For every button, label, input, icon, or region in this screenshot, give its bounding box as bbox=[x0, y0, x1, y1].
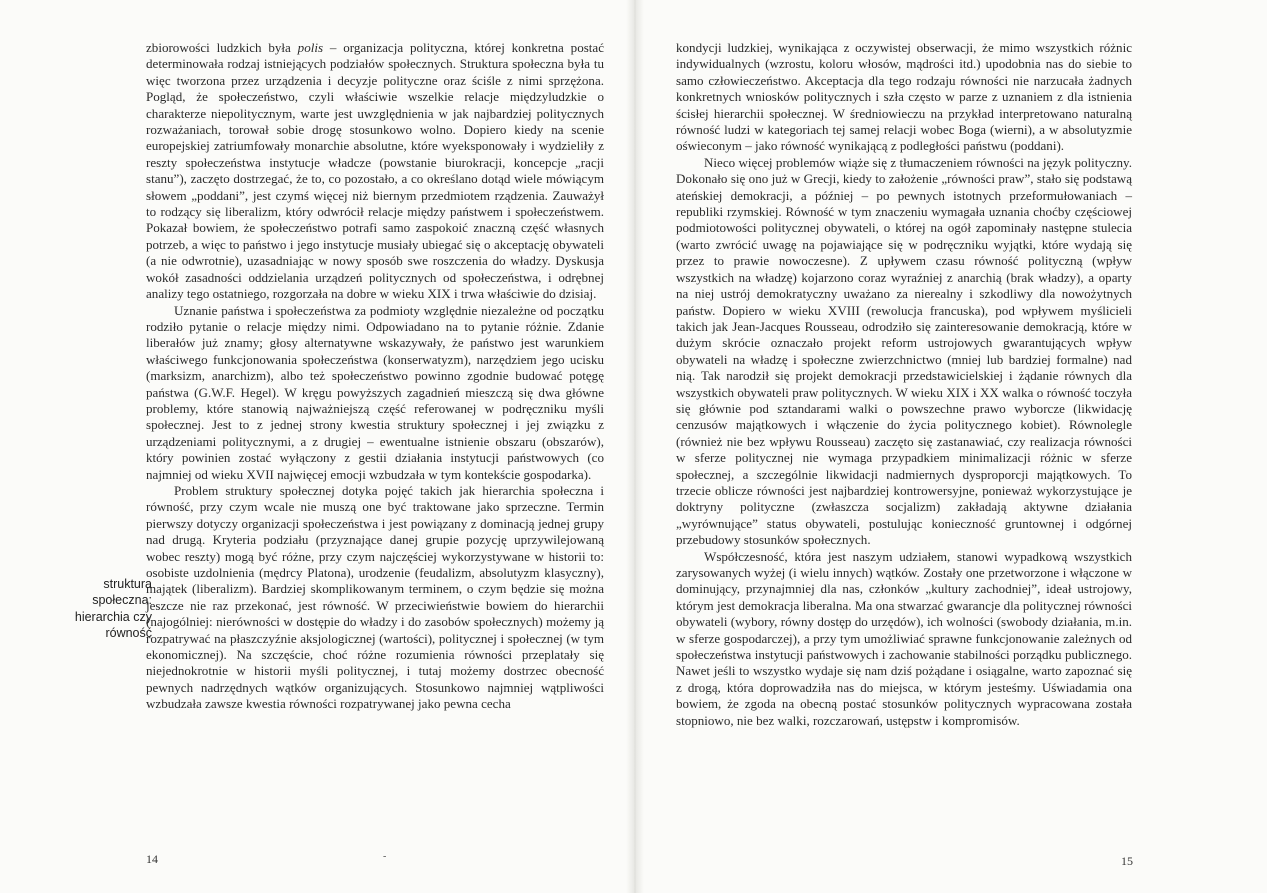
footer-mark: - bbox=[383, 851, 387, 862]
margin-note bbox=[56, 576, 152, 642]
left-paragraph-2: Uznanie państwa i społeczeństwa za podmioty względnie niezależne od początku rodziło pytanie o relacje między nimi. Odpowiadano na to pytanie różnie. Zdanie liberałów już znamy; głosy alternatywne wskazywały, że państwo jest warunkiem właściwego funkcjonowania społeczeństwa (konserwatyzm), narzędziem jego ucisku (marksizm, anarchizm), albo też społeczeństwo powinno zgodnie budować potęgę państwa (G.W.F. Hegel). W kręgu powyższych zagadnień mieszczą się dwa główne problemy, które stanowią najważniejszą część referowanej w podręczniku myśli społecznej. Jest to z jednej strony kwestia struktury społecznej i jej związku z urządzeniami politycznymi, a z drugiej – ewentualne istnienie obszaru (obszarów), który powinien zostać wyłączony z gestii działania instytucji państwowych (co najmniej od wieku XVII najwięcej emocji wzbudzała w tym kontekście gospodarka). bbox=[146, 302, 604, 482]
right-paragraph-1: kondycji ludzkiej, wynikająca z oczywistej obserwacji, że mimo wszystkich różnic indywidualnych (wzrostu, koloru włosów, mądrości itd.) upodobnia nas do siebie to samo człowieczeństwo. Akceptacja dla tego rodzaju równości nie narzucała żadnych konkretnych wniosków politycznych i szła często w parze z uznaniem z dla istnienia ścisłej hierarchii społecznej. W średniowieczu na przykład interpretowano naturalną równość ludzi w kategoriach tej samej relacji wobec Boga (wierni), a w absolutyzmie oświeconym – jako równość wynikającą z podległości państwu (poddani). bbox=[676, 40, 1132, 154]
margin-note-line-1: struktura bbox=[103, 577, 152, 591]
page-number-right: 15 bbox=[1121, 854, 1133, 868]
polis-term: polis bbox=[297, 40, 324, 55]
left-paragraph-1-start: zbiorowości ludzkich była bbox=[146, 40, 298, 55]
left-page-text bbox=[146, 40, 604, 713]
page-number-left: 14 bbox=[146, 852, 158, 866]
left-paragraph-3: Problem struktury społecznej dotyka pojęć takich jak hierarchia społeczna i równość, przy czym wcale nie muszą one być traktowane jako sprzeczne. Termin pierwszy dotyczy organizacji społeczeństwa i jest powiązany z dominacją jednej grupy nad drugą. Kryteria podziału (przyznające danej grupie pozycję uprzywilejowaną wobec reszty) mogą być różne, przy czym najczęściej wykorzystywane w historii to: osobiste uzdolnienia (mędrcy Platona), urodzenie (feudalizm, absolutyzm klasyczny), majątek (liberalizm). Bardziej skomplikowanym terminem, o czym będzie się można jeszcze nie raz przekonać, jest równość. W przeciwieństwie bowiem do hierarchii (najogólniej: nierówności w dostępie do władzy i do zasobów społecznych) możemy ją rozpatrywać na płaszczyźnie aksjologicznej (wartości), politycznej i społecznej (w tym ekonomicznej). Na szczęście, choć różne rozumienia równości przeplatały się niejednokrotnie w historii myśli politycznej, i tutaj możemy dostrzec obecność pewnych nadrzędnych wątków organizujących. Stosunkowo najmniej wątpliwości wzbudzała zawsze kwestia równości rozpatrywanej jako pewna cecha bbox=[146, 482, 604, 712]
right-paragraph-2: Nieco więcej problemów wiąże się z tłumaczeniem równości na język polityczny. Dokonało się ono już w Grecji, kiedy to założenie „równości praw”, stało się podstawą ateńskiej demokracji, a później – po pewnych istotnych przeformułowaniach – republiki rzymskiej. Równość w tym znaczeniu wymagała uznania choćby częściowej podmiotowości politycznej obywateli, o której na ogół zapominały następne stulecia (warto zwrócić uwagę na pojawiające się w podręczniku wyjątki, które wydają się przez to prawie nowoczesne). Z upływem czasu równość polityczną (wpływ wszystkich na władzę) kojarzono coraz wyraźniej z anarchią (brak władzy), a oparty na niej ustrój demokratyczny uważano za nierealny i szkodliwy dla nowożytnych państw. Dopiero w wieku XVIII (rewolucja francuska), pod wpływem myślicieli takich jak Jean-Jacques Rousseau, odrodziło się zainteresowanie demokracją, które w dużym skrócie oznaczało projekt reform ustrojowych gwarantujących wpływ obywateli na władzę i społeczne zwierzchnictwo (mniej lub bardziej formalne) nad nią. Tak narodził się projekt demokracji przedstawicielskiej i żądanie równych dla wszystkich obywateli praw politycznych. W wieku XIX i XX walka o równość toczyła się głównie pod sztandarami walki o powszechne prawo wyborcze (likwidację cenzusów majątkowych i włączenie do życia politycznego kobiet). Równolegle (również nie bez wpływu Rousseau) zaczęto się zastanawiać, czy realizacja równości w sferze politycznej nie wymaga przypadkiem minimalizacji różnic w sferze społecznej, a szczególnie likwidacji nadmiernych dysproporcji majątkowych. To trzecie oblicze równości jest najbardziej kontrowersyjne, ponieważ wykorzystujące je doktryny polityczne (zwłaszcza socjalizm) zakładają aktywne działania „wyrównujące” status obywateli, postulując konieczność gruntownej i odgórnej przebudowy stosunków społecznych. bbox=[676, 154, 1132, 548]
right-paragraph-3: Współczesność, która jest naszym udziałem, stanowi wypadkową wszystkich zarysowanych wyżej (i wielu innych) wątków. Zostały one przetworzone i włączone w dominujący, przynajmniej dla nas, członków „kultury zachodniej”, ideał ustrojowy, którym jest demokracja liberalna. Ma ona stwarzać gwarancje dla politycznej równości obywateli (wybory, równy dostęp do urzędów), ich wolności (swobody działania, m.in. w sferze gospodarczej), a przy tym umożliwiać sprawne funkcjonowanie zależnych od społeczeństwa instytucji państwowych i zachowanie stabilności porządku publicznego. Nawet jeśli to wszystko wydaje się nam dziś pożądane i osiągalne, warto zapoznać się z drogą, która doprowadziła nas do miejsca, w którym jesteśmy. Uświadamia ona bowiem, że zgoda na obecną postać stosunków politycznych wypracowana została stopniowo, nie bez walki, rozczarowań, ustępstw i kompromisów. bbox=[676, 548, 1132, 728]
margin-note-line-3: hierarchia czy bbox=[74, 609, 152, 624]
left-paragraph-1 bbox=[146, 40, 604, 303]
left-paragraph-1-rest: – organizacja polityczna, której konkretna postać determinowała rodzaj istniejących podziałów społecznych. Struktura społeczna była tu więc tworzona przez urządzenia i decyzje polityczne oraz ściśle z nimi sprzężona. Pogląd, że społeczeństwo, czyli właściwie wszelkie relacje międzyludzkie o charakterze niepolitycznym, warte jest uwzględnienia w jak najbardziej politycznych rozważaniach, torował sobie drogę stosunkowo wolno. Dopiero kiedy na scenie europejskiej zatriumfowały monarchie absolutne, które wyeksponowały i wydzieliły z reszty społeczeństwa instytucje władcze (powstanie biurokracji, koncepcje „racji stanu”), zaczęto dostrzegać, że to, co pozostało, a co określano dotąd wiele mówiącym słowem „poddani”, jest czymś więcej niż biernym przedmiotem rządzenia. Zauważył to rodzący się liberalizm, który odwrócił relacje między państwem i społeczeństwem. Pokazał bowiem, że społeczeństwo potrafi samo zaspokoić znaczną część własnych potrzeb, a więc to państwo i jego instytucje musiały ubiegać się o akceptację obywateli (a nie odwrotnie), uzasadniając w nowy sposób swe roszczenia do władzy. Dyskusja wokół zasadności oddzielania urządzeń politycznych od społeczeństwa, i odrębnej analizy tego ostatniego, rozgorzała na dobre w wieku XIX i trwa właściwie do dzisiaj. bbox=[146, 40, 604, 302]
margin-note-line-4: równość bbox=[105, 626, 152, 641]
margin-note-line-2: społeczna: bbox=[92, 593, 152, 608]
book-gutter bbox=[626, 0, 644, 893]
right-page-text bbox=[676, 40, 1132, 729]
